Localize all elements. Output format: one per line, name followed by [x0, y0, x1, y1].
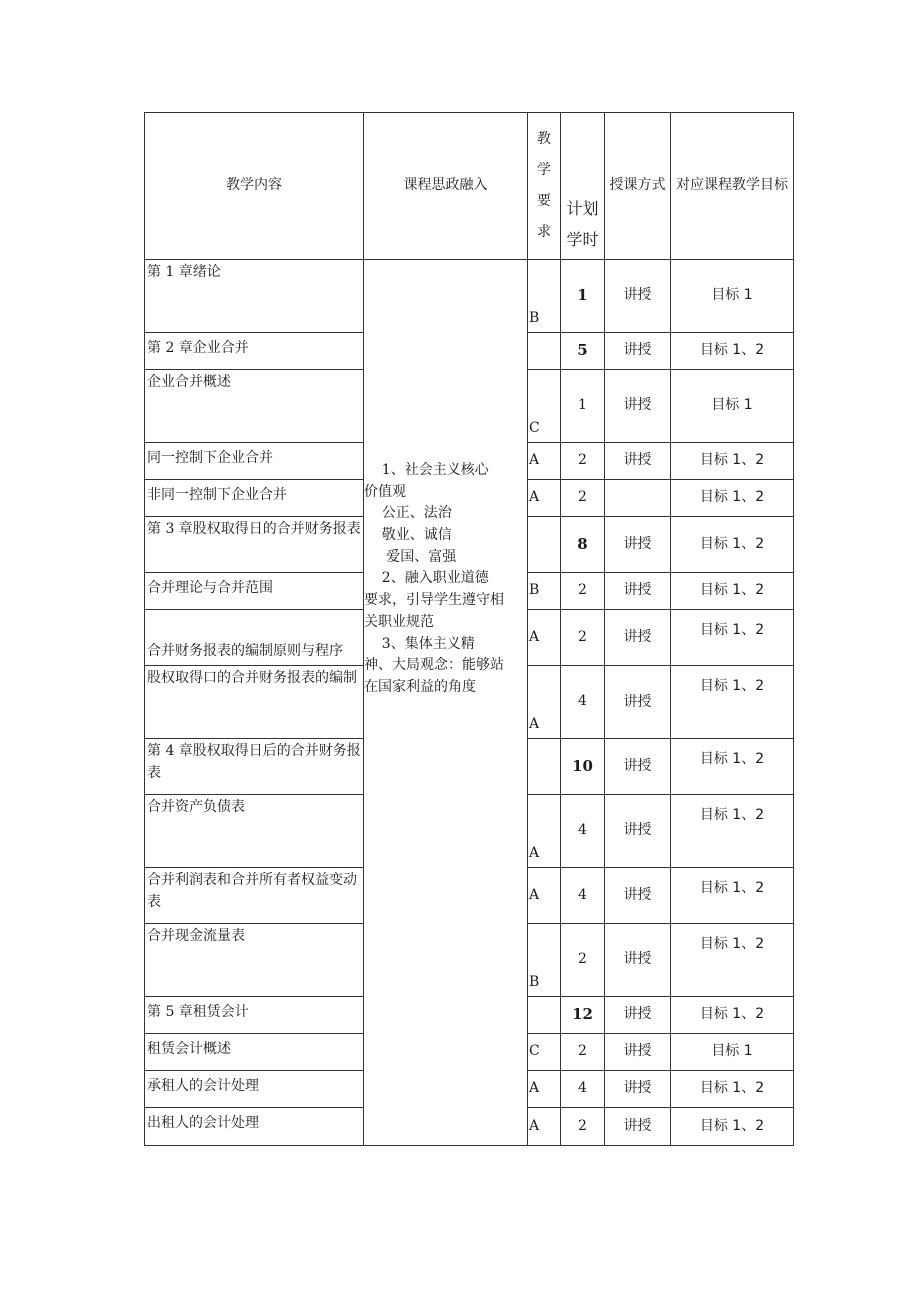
header-hours: 计划学时 [561, 113, 605, 260]
header-goal: 对应课程教学目标 [671, 113, 794, 260]
row-hours: 5 [561, 333, 605, 370]
row-content: 第 2 章企业合并 [145, 333, 364, 370]
ideology-line: 敬业、诚信 [364, 527, 452, 544]
row-goal: 目标 1、2 [671, 795, 794, 868]
row-content: 企业合并概述 [145, 370, 364, 443]
row-hours: 1 [561, 260, 605, 333]
row-hours: 2 [561, 1108, 605, 1146]
ideology-line: 神、大局观念：能够站 [364, 657, 504, 674]
header-requirement-char: 求 [537, 224, 551, 240]
row-requirement [528, 739, 561, 795]
ideology-cell [364, 260, 528, 1146]
row-content: 股权取得口的合并财务报表的编制 [145, 666, 364, 739]
row-hours: 2 [561, 1034, 605, 1071]
row-hours: 2 [561, 443, 605, 480]
header-content: 教学内容 [145, 113, 364, 260]
row-hours: 2 [561, 480, 605, 517]
header-ideology: 课程思政融入 [364, 113, 528, 260]
row-content: 同一控制下企业合并 [145, 443, 364, 480]
row-goal: 目标 1、2 [671, 739, 794, 795]
table-row [145, 260, 794, 333]
header-requirement-char: 学 [537, 162, 551, 178]
row-goal: 目标 1 [671, 370, 794, 443]
row-goal: 目标 1、2 [671, 1108, 794, 1146]
curriculum-table [144, 112, 794, 1146]
row-requirement: A [528, 868, 561, 924]
row-hours: 2 [561, 610, 605, 666]
row-requirement: A [528, 795, 561, 868]
row-content: 第 4 章股权取得日后的合并财务报表 [145, 739, 364, 795]
ideology-line: 在国家利益的角度 [364, 678, 476, 695]
header-mode: 授课方式 [605, 113, 671, 260]
row-content: 合并资产负债表 [145, 795, 364, 868]
row-mode: 讲授 [605, 443, 671, 480]
row-mode: 讲授 [605, 610, 671, 666]
row-mode: 讲授 [605, 1108, 671, 1146]
row-hours: 8 [561, 517, 605, 573]
ideology-line: 公正、法治 [364, 505, 452, 522]
row-requirement: A [528, 666, 561, 739]
row-mode: 讲授 [605, 666, 671, 739]
ideology-line: 1、社会主义核心 [364, 462, 489, 478]
row-hours: 4 [561, 795, 605, 868]
ideology-line: 价值观 [364, 483, 406, 500]
row-requirement: A [528, 1108, 561, 1146]
ideology-line: 要求，引导学生遵守相 [364, 592, 504, 609]
row-requirement: B [528, 573, 561, 610]
row-goal: 目标 1、2 [671, 924, 794, 997]
row-goal: 目标 1、2 [671, 480, 794, 517]
row-requirement: A [528, 1071, 561, 1108]
row-content: 合并利润表和合并所有者权益变动表 [145, 868, 364, 924]
row-hours: 1 [561, 370, 605, 443]
row-goal: 目标 1、2 [671, 443, 794, 480]
row-mode: 讲授 [605, 370, 671, 443]
ideology-line: 关职业规范 [364, 613, 434, 630]
row-mode: 讲授 [605, 924, 671, 997]
row-content: 第 5 章租赁会计 [145, 997, 364, 1034]
header-requirement-char: 要 [537, 193, 551, 209]
row-hours: 10 [561, 739, 605, 795]
row-goal: 目标 1、2 [671, 1071, 794, 1108]
row-hours: 12 [561, 997, 605, 1034]
row-goal: 目标 1、2 [671, 517, 794, 573]
row-goal: 目标 1、2 [671, 666, 794, 739]
ideology-line: 3、集体主义精 [364, 635, 475, 652]
row-requirement [528, 517, 561, 573]
row-goal: 目标 1 [671, 260, 794, 333]
row-mode: 讲授 [605, 573, 671, 610]
row-hours: 4 [561, 868, 605, 924]
row-requirement: A [528, 610, 561, 666]
row-requirement [528, 997, 561, 1034]
row-content: 第 3 章股权取得日的合并财务报表 [145, 517, 364, 573]
row-requirement: A [528, 480, 561, 517]
ideology-line: 2、融入职业道德 [364, 570, 489, 587]
row-mode: 讲授 [605, 795, 671, 868]
row-goal: 目标 1、2 [671, 610, 794, 666]
header-row [145, 113, 794, 260]
row-content: 非同一控制下企业合并 [145, 480, 364, 517]
row-mode: 讲授 [605, 260, 671, 333]
row-requirement: C [528, 1034, 561, 1071]
row-requirement: B [528, 924, 561, 997]
row-goal: 目标 1 [671, 1034, 794, 1071]
row-content: 合并财务报表的编制原则与程序 [145, 610, 364, 666]
header-requirement-char: 教 [537, 131, 551, 147]
row-content: 第 1 章绪论 [145, 260, 364, 333]
row-goal: 目标 1、2 [671, 573, 794, 610]
row-goal: 目标 1、2 [671, 868, 794, 924]
row-content: 出租人的会计处理 [145, 1108, 364, 1146]
row-mode: 讲授 [605, 517, 671, 573]
row-mode: 讲授 [605, 333, 671, 370]
row-mode: 讲授 [605, 868, 671, 924]
row-mode: 讲授 [605, 1034, 671, 1071]
row-hours: 4 [561, 1071, 605, 1108]
row-hours: 2 [561, 573, 605, 610]
row-requirement [528, 333, 561, 370]
row-hours: 4 [561, 666, 605, 739]
row-requirement: B [528, 260, 561, 333]
header-requirement [528, 113, 561, 260]
row-mode [605, 480, 671, 517]
row-hours: 2 [561, 924, 605, 997]
row-goal: 目标 1、2 [671, 333, 794, 370]
row-content: 承租人的会计处理 [145, 1071, 364, 1108]
row-goal: 目标 1、2 [671, 997, 794, 1034]
row-content: 租赁会计概述 [145, 1034, 364, 1071]
row-content: 合并理论与合并范围 [145, 573, 364, 610]
ideology-line: 爱国、富强 [364, 548, 457, 565]
row-requirement: A [528, 443, 561, 480]
row-content: 合并现金流量表 [145, 924, 364, 997]
row-mode: 讲授 [605, 1071, 671, 1108]
row-requirement: C [528, 370, 561, 443]
row-mode: 讲授 [605, 997, 671, 1034]
row-mode: 讲授 [605, 739, 671, 795]
